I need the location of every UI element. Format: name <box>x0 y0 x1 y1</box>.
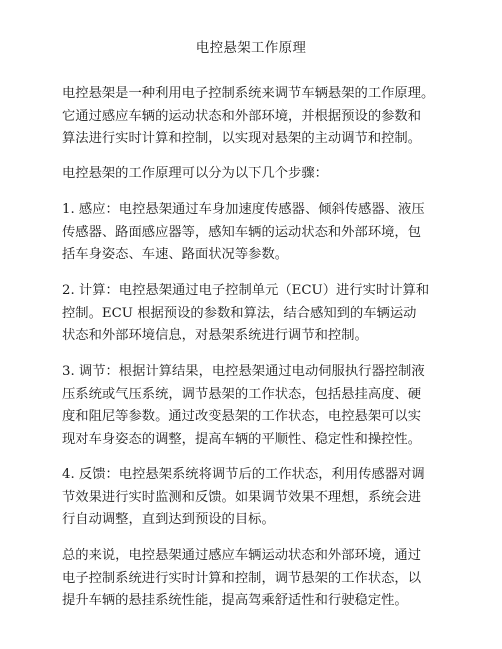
paragraph-summary <box>62 545 442 613</box>
text-line: 3. 调节：根据计算结果，电控悬架通过电动伺服执行器控制液 <box>62 364 425 379</box>
text-line: 电控悬架的工作原理可以分为以下几个步骤： <box>62 166 328 181</box>
text-line: 2. 计算：电控悬架通过电子控制单元（ECU）进行实时计算和 <box>62 283 430 298</box>
text-line: 1. 感应：电控悬架通过车身加速度传感器、倾斜传感器、液压 <box>62 202 425 217</box>
paragraph-intro <box>62 83 442 151</box>
text-line: 提升车辆的悬挂系统性能，提高驾乘舒适性和行驶稳定性。 <box>62 593 408 608</box>
paragraph-step-4 <box>62 464 442 532</box>
text-line: 压系统或气压系统，调节悬架的工作状态，包括悬挂高度、硬 <box>62 386 422 402</box>
text-line: 括车身姿态、车速、路面状况等参数。 <box>62 247 289 262</box>
text-line: 节效果进行实时监测和反馈。如果调节效果不理想，系统会进 <box>62 489 422 505</box>
text-line: 它通过感应车辆的运动状态和外部环境，并根据预设的参数和 <box>62 108 422 124</box>
text-line: 算法进行实时计算和控制，以实现对悬架的主动调节和控制。 <box>62 131 422 146</box>
text-line: 4. 反馈：电控悬架系统将调节后的工作状态，利用传感器对调 <box>62 467 425 482</box>
paragraph-step-1 <box>62 199 442 267</box>
text-line: 电控悬架是一种利用电子控制系统来调节车辆悬架的工作原理。 <box>62 86 435 101</box>
paragraph-steps-intro <box>62 163 442 186</box>
text-line: 行自动调整，直到达到预设的目标。 <box>62 512 275 527</box>
paragraph-step-2 <box>62 280 442 348</box>
text-line: 传感器、路面感应器等，感知车辆的运动状态和外部环境，包 <box>62 224 422 240</box>
text-line: 电子控制系统进行实时计算和控制，调节悬架的工作状态，以 <box>62 570 422 586</box>
text-line: 现对车身姿态的调整，提高车辆的平顺性、稳定性和操控性。 <box>62 431 422 447</box>
text-line: 度和阻尼等参数。通过改变悬架的工作状态，电控悬架可以实 <box>62 409 422 424</box>
text-line: 控制。ECU 根据预设的参数和算法，结合感知到的车辆运动 <box>62 305 417 321</box>
text-line: 总的来说，电控悬架通过感应车辆运动状态和外部环境，通过 <box>62 548 422 563</box>
document-title: 电控悬架工作原理 <box>195 40 307 56</box>
paragraph-step-3 <box>62 361 442 451</box>
text-line: 状态和外部环境信息，对悬架系统进行调节和控制。 <box>62 328 368 343</box>
